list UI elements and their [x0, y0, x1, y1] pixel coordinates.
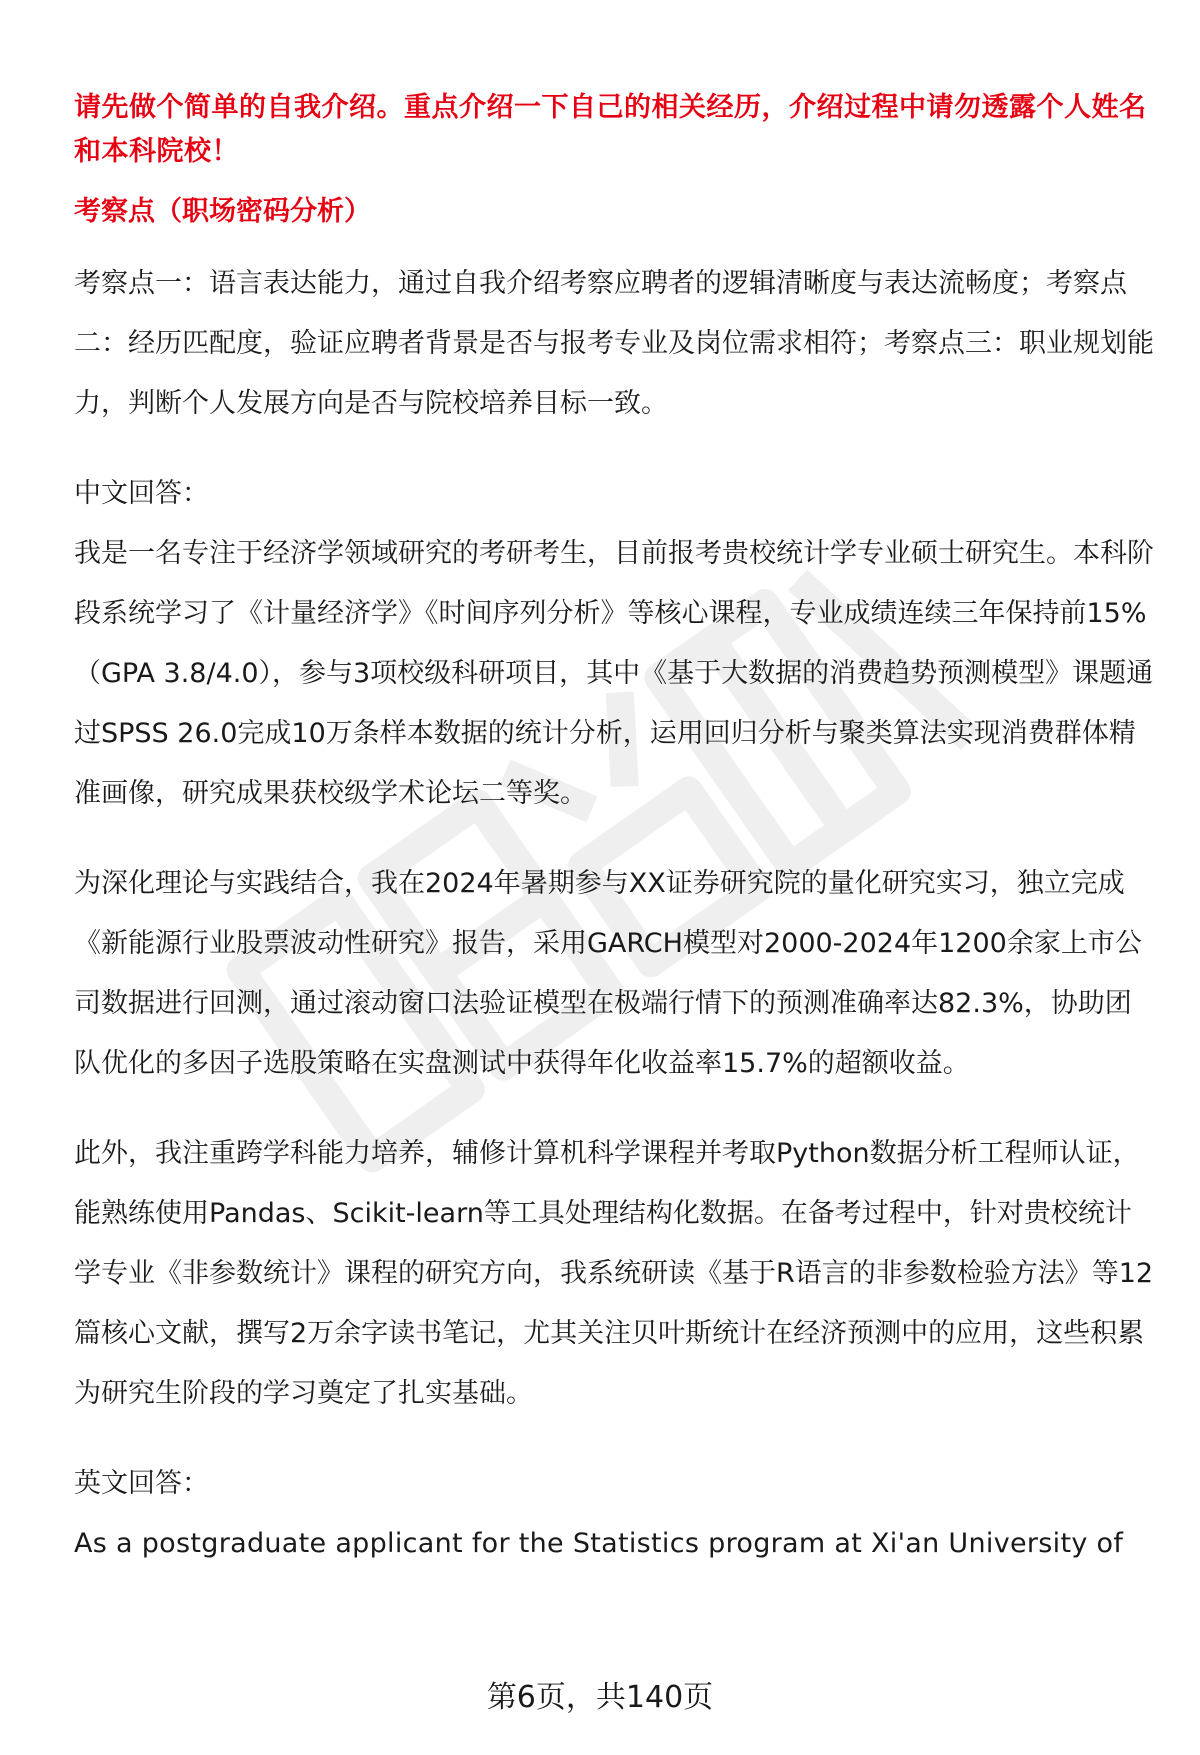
chinese-answer-label: 中文回答：	[74, 478, 209, 509]
document-page	[74, 86, 1154, 1574]
assessment-points: 考察点一：语言表达能力，通过自我介绍考察应聘者的逻辑清晰度与表达流畅度；考察点二：经历匹配度，验证应聘者背景是否与报考专业及岗位需求相符；考察点三：职业规划能力，判断个人发展方向是否与院校培养目标一致。	[74, 268, 1154, 419]
chinese-answer-paragraph: 为深化理论与实践结合，我在2024年暑期参与XX证券研究院的量化研究实习，独立完成《新能源行业股票波动性研究》报告，采用GARCH模型对2000-2024年1200余家上市公司数据进行回测，通过滚动窗口法验证模型在极端行情下的预测准确率达82.3%，协助团队优化的多因子选股策略在实盘测试中获得年化收益率15.7%的超额收益。	[74, 868, 1142, 1079]
english-answer-label: 英文回答：	[74, 1468, 209, 1499]
interview-question: 请先做个简单的自我介绍。重点介绍一下自己的相关经历，介绍过程中请勿透露个人姓名和本科院校！	[74, 92, 1147, 167]
page-indicator: 第6页，共140页	[486, 1680, 714, 1715]
english-answer-text: As a postgraduate applicant for the Statistics program at Xi'an University of	[74, 1528, 1124, 1559]
chinese-answer-paragraph: 此外，我注重跨学科能力培养，辅修计算机科学课程并考取Python数据分析工程师认证，能熟练使用Pandas、Scikit-learn等工具处理结构化数据。在备考过程中，针对贵校统计学专业《非参数统计》课程的研究方向，我系统研读《基于R语言的非参数检验方法》等12篇核心文献，撰写2万余字读书笔记，尤其关注贝叶斯统计在经济预测中的应用，这些积累为研究生阶段的学习奠定了扎实基础。	[74, 1138, 1154, 1409]
chinese-answer-paragraph: 我是一名专注于经济学领域研究的考研考生，目前报考贵校统计学专业硕士研究生。本科阶段系统学习了《计量经济学》《时间序列分析》等核心课程，专业成绩连续三年保持前15%（GPA 3.8/4.0），参与3项校级科研项目，其中《基于大数据的消费趋势预测模型》课题通过SPSS 26.0完成10万条样本数据的统计分析，运用回归分析与聚类算法实现消费群体精准画像，研究成果获校级学术论坛二等奖。	[74, 538, 1154, 809]
assessment-title: 考察点（职场密码分析）	[74, 196, 371, 227]
